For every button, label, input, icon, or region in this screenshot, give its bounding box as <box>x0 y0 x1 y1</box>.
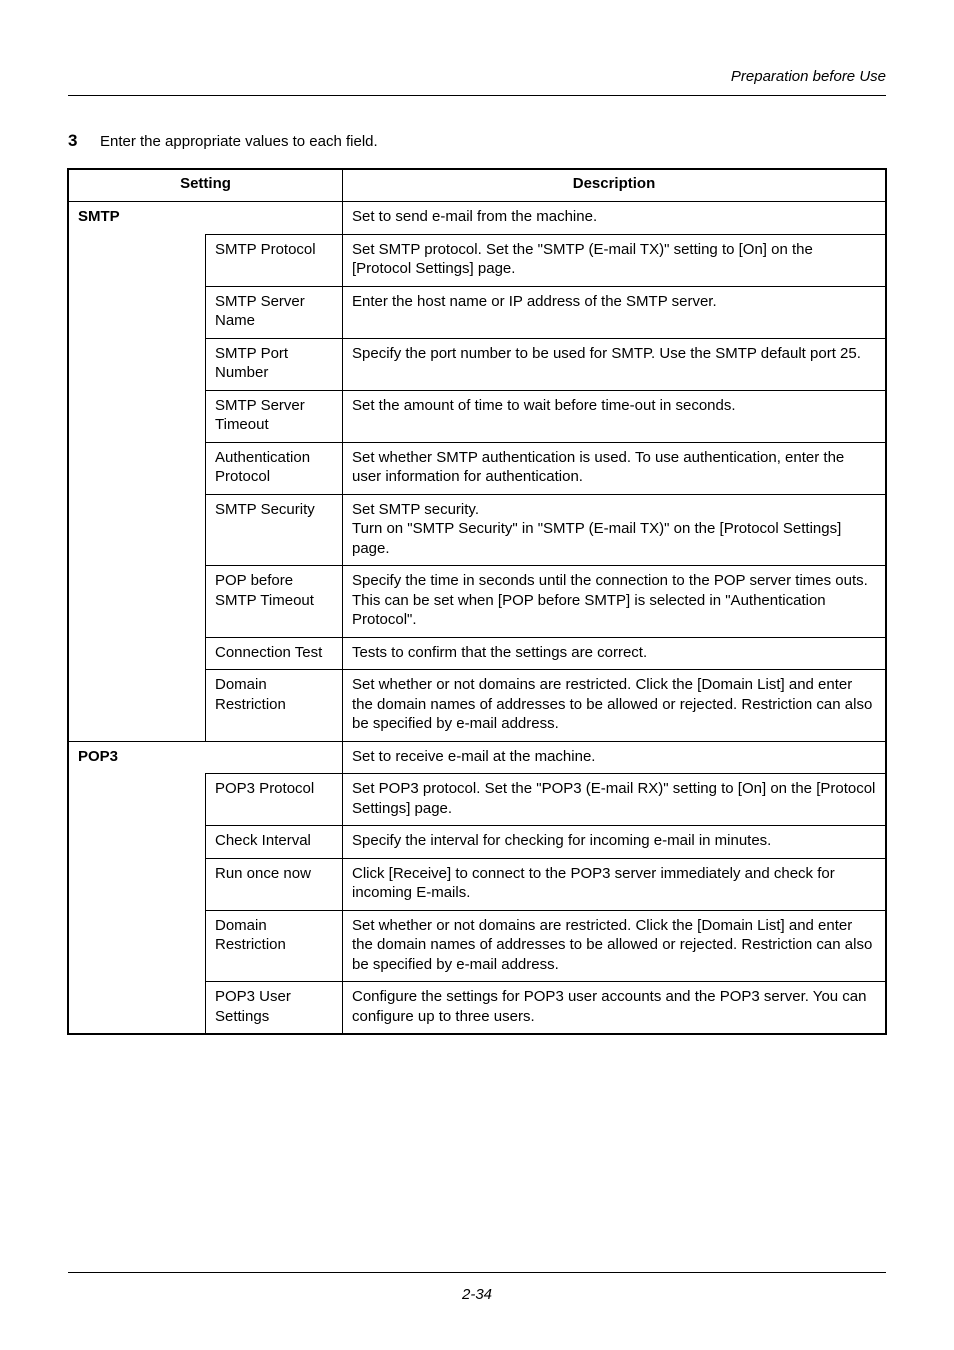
group-spacer <box>68 670 206 742</box>
setting-name: SMTP Port Number <box>206 338 343 390</box>
setting-description: Set the amount of time to wait before time-out in seconds. <box>343 390 887 442</box>
group-description: Set to receive e-mail at the machine. <box>343 741 887 774</box>
setting-name: POP3 Protocol <box>206 774 343 826</box>
setting-name: SMTP Protocol <box>206 234 343 286</box>
step-number: 3 <box>68 131 78 150</box>
group-spacer <box>68 390 206 442</box>
group-name: SMTP <box>68 202 343 235</box>
setting-description: Click [Receive] to connect to the POP3 server immediately and check for incoming E-mails. <box>343 858 887 910</box>
group-spacer <box>68 774 206 826</box>
setting-description: Set whether or not domains are restricted. Click the [Domain List] and enter the domain names of addresses to be allowed or rejected. Restriction can also be specified by e-mail address. <box>343 670 887 742</box>
settings-table <box>67 168 887 1035</box>
setting-name: Domain Restriction <box>206 670 343 742</box>
group-name: POP3 <box>68 741 343 774</box>
group-spacer <box>68 494 206 566</box>
setting-description: Set POP3 protocol. Set the "POP3 (E-mail RX)" setting to [On] on the [Protocol Settings] page. <box>343 774 887 826</box>
group-spacer <box>68 826 206 859</box>
setting-name: Run once now <box>206 858 343 910</box>
group-spacer <box>68 637 206 670</box>
setting-description: Configure the settings for POP3 user accounts and the POP3 server. You can configure up to three users. <box>343 982 887 1035</box>
group-spacer <box>68 858 206 910</box>
setting-name: Connection Test <box>206 637 343 670</box>
group-spacer <box>68 286 206 338</box>
table-row <box>68 390 886 442</box>
group-description: Set to send e-mail from the machine. <box>343 202 887 235</box>
table-row <box>68 637 886 670</box>
group-spacer <box>68 234 206 286</box>
setting-name: SMTP Server Name <box>206 286 343 338</box>
setting-description: Enter the host name or IP address of the SMTP server. <box>343 286 887 338</box>
setting-description: Specify the interval for checking for incoming e-mail in minutes. <box>343 826 887 859</box>
setting-description: Set whether or not domains are restricted. Click the [Domain List] and enter the domain names of addresses to be allowed or rejected. Restriction can also be specified by e-mail address. <box>343 910 887 982</box>
page-number: 2-34 <box>461 1286 493 1303</box>
header-divider <box>68 95 886 96</box>
table-row <box>68 442 886 494</box>
table-row <box>68 826 886 859</box>
setting-description: Specify the time in seconds until the connection to the POP server times outs. This can be set when [POP before SMTP] is selected in "Authentication Protocol". <box>343 566 887 638</box>
setting-name: SMTP Security <box>206 494 343 566</box>
table-row <box>68 286 886 338</box>
table-row <box>68 338 886 390</box>
step-instruction <box>68 131 378 151</box>
table-row <box>68 566 886 638</box>
setting-name: SMTP Server Timeout <box>206 390 343 442</box>
setting-description: Set SMTP security. Turn on "SMTP Security" in "SMTP (E-mail TX)" on the [Protocol Settings] page. <box>343 494 887 566</box>
table-row <box>68 774 886 826</box>
setting-name: Domain Restriction <box>206 910 343 982</box>
setting-description: Tests to confirm that the settings are correct. <box>343 637 887 670</box>
setting-name: Authentication Protocol <box>206 442 343 494</box>
table-row <box>68 202 886 235</box>
table-row <box>68 494 886 566</box>
setting-description: Specify the port number to be used for SMTP. Use the SMTP default port 25. <box>343 338 887 390</box>
table-row <box>68 234 886 286</box>
header-description: Description <box>343 169 887 202</box>
table-row <box>68 910 886 982</box>
table-row <box>68 741 886 774</box>
footer-divider <box>68 1272 886 1273</box>
group-spacer <box>68 442 206 494</box>
group-spacer <box>68 566 206 638</box>
section-title: Preparation before Use <box>730 68 886 85</box>
setting-name: Check Interval <box>206 826 343 859</box>
header-setting: Setting <box>68 169 343 202</box>
group-spacer <box>68 982 206 1035</box>
setting-description: Set whether SMTP authentication is used. To use authentication, enter the user information for authentication. <box>343 442 887 494</box>
group-spacer <box>68 338 206 390</box>
table-row <box>68 858 886 910</box>
table-header-row <box>68 169 886 202</box>
table-row <box>68 670 886 742</box>
setting-name: POP before SMTP Timeout <box>206 566 343 638</box>
setting-name: POP3 User Settings <box>206 982 343 1035</box>
setting-description: Set SMTP protocol. Set the "SMTP (E-mail TX)" setting to [On] on the [Protocol Settings] page. <box>343 234 887 286</box>
group-spacer <box>68 910 206 982</box>
table-row <box>68 982 886 1035</box>
step-text: Enter the appropriate values to each field. <box>100 133 378 150</box>
